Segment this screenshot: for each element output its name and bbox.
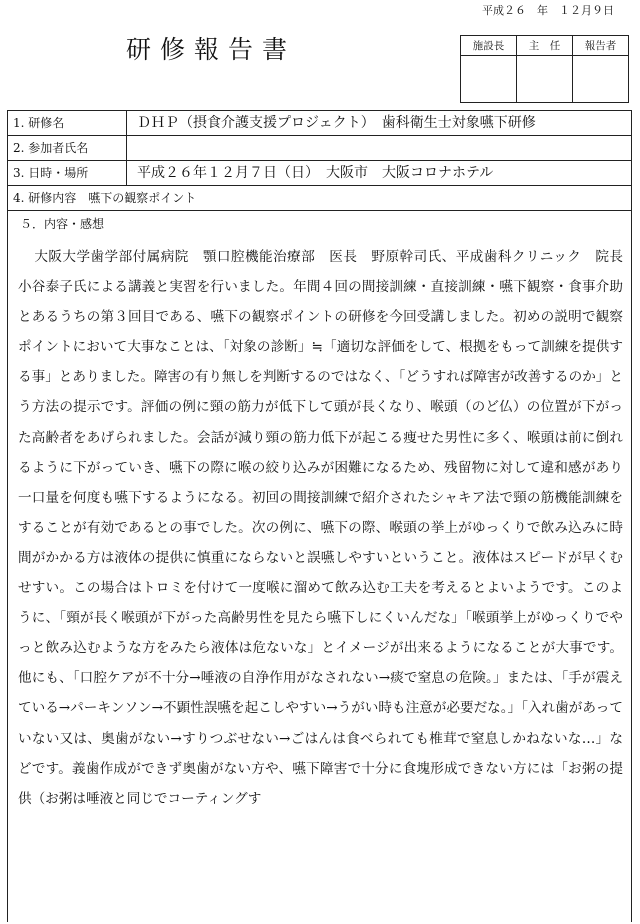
participant-label: 2. 参加者氏名 (8, 136, 127, 160)
training-content-label: 4. 研修内容 嚥下の観察ポイント (13, 191, 197, 205)
stamp-slot-chief (517, 56, 573, 103)
datetime-place-row (8, 161, 631, 186)
approval-stamp-box (460, 35, 629, 103)
training-name-label: 1. 研修名 (8, 111, 127, 135)
section-heading: ５．内容・感想 (20, 217, 105, 231)
participant-row (8, 136, 631, 161)
stamp-label-reporter: 報告者 (573, 36, 629, 56)
report-form (7, 110, 637, 922)
report-date: 平成２６ 年 １２月９日 (482, 4, 614, 17)
stamp-label-director: 施設長 (461, 36, 517, 56)
stamp-slot-reporter (573, 56, 629, 103)
training-name-value: ＤＨＰ（摂食介護支援プロジェクト） 歯科衛生士対象嚥下研修 (137, 115, 536, 131)
datetime-place-value: 平成２６年１２月７日（日） 大阪市 大阪コロナホテル (137, 165, 494, 181)
training-content-row (8, 186, 631, 211)
datetime-place-label: 3. 日時・場所 (8, 161, 127, 185)
participant-value (127, 136, 631, 160)
stamp-label-chief: 主 任 (517, 36, 573, 56)
report-body-text: 大阪大学歯学部付属病院 顎口腔機能治療部 医長 野原幹司氏、平成歯科クリニック 院長 小谷泰子氏による講義と実習を行いました。年間４回の間接訓練・直接訓練・嚥下観察・食事介助とあるうちの第３回目である、嚥下の観察ポイントの研修を今回受講しました。初めの説明で観察ポイントにおいて大事なことは、「対象の診断」≒「適切な評価をして、根拠をもって訓練を提供する事」とありました。障害の有り無しを判断するのではなく、「どうすれば障害が改善するのか」とう方法の提示です。評価の例に頸の筋力が低下して頭が長くなり、喉頭（のど仏）の位置が下がった高齢者をあげられました。会話が減り頸の筋力低下が起こる痩せた男性に多く、喉頭は前に倒れるように下がっていき、嚥下の際に喉の絞り込みが困難になるため、残留物に対して違和感があり一口量を何度も嚥下するようになる。初回の間接訓練で紹介されたシャキア法で頸の筋機能訓練をすることが有効であるとの事でした。次の例に、嚥下の際、喉頭の挙上がゆっくりで飲み込みに時間がかかる方は液体の提供に慎重にならないと誤嚥しやすいということ。液体はスピードが早くむせすい。この場合はトロミを付けて一度喉に溜めて飲み込む工夫を考えるとよいようです。このように、「頸が長く喉頭が下がった高齢男性を見たら嚥下しにくいんだな」「喉頭挙上がゆっくりでやっと飲み込むような方をみたら液体は危ないな」とイメージが出来るようになることが大事です。他にも、「口腔ケアが不十分→唾液の自浄作用がなされない→痰で窒息の危険。」または、「手が震えている→パーキンソン→不顕性誤嚥を起こしやすい→うがい時も注意が必要だな。」「入れ歯があっていない又は、奥歯がない→すりつぶせない→ごはんは食べられても椎茸で窒息しかねないな…」などです。義歯作成ができず奥歯がない方や、嚥下障害で十分に食塊形成できない方には「お粥の提供（お粥は唾液と同じでコーティングす (18, 249, 637, 807)
stamp-slot-director (461, 56, 517, 103)
document-title: 研修報告書 (126, 35, 297, 64)
training-name-row (8, 111, 631, 136)
